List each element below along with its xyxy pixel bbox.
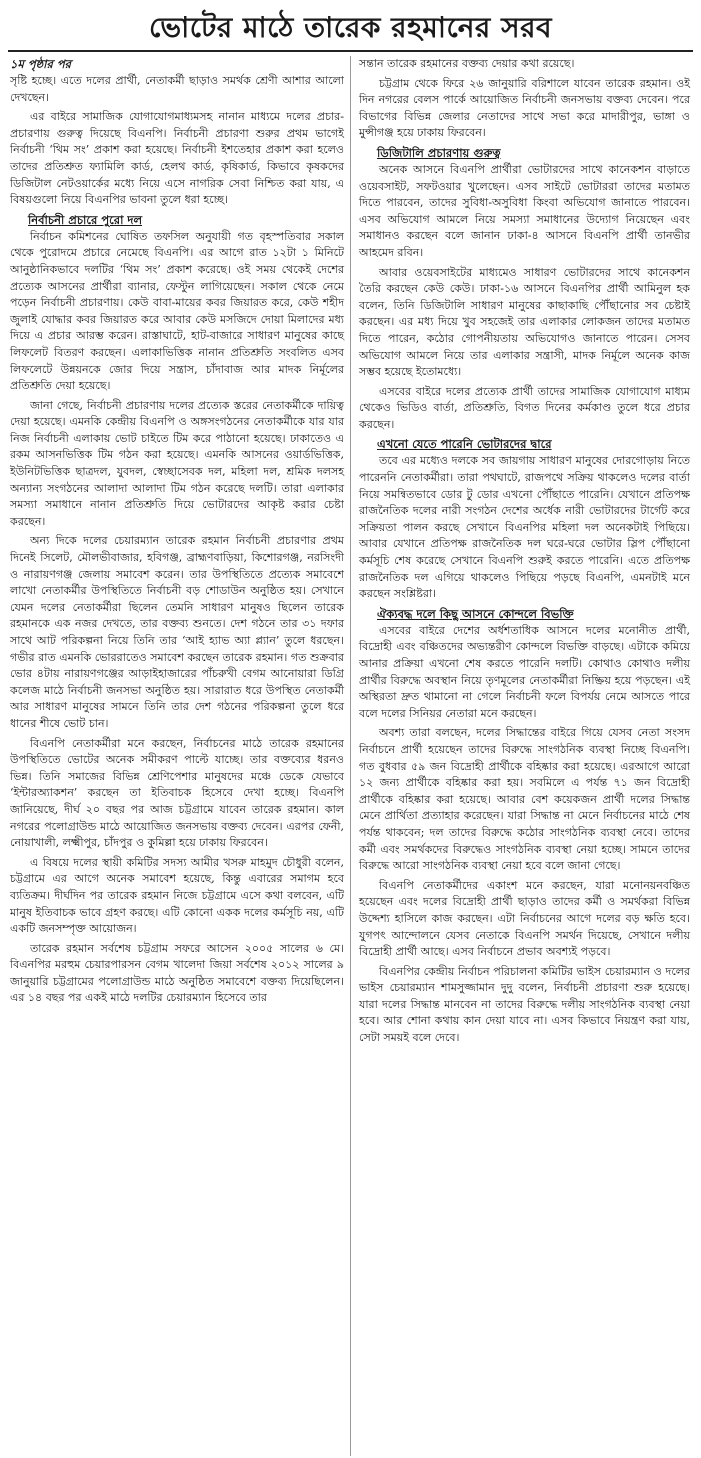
article-paragraph: সৃষ্টি হচ্ছে। এতে দলের প্রার্থী, নেতাকর্মী ছাড়াও সমর্থক শ্রেণী আশার আলো দেখছেন।	[10, 74, 344, 104]
article-paragraph: অন্য দিকে দলের চেয়ারম্যান তারেক রহমান নির্বাচনী প্রচারণার প্রথম দিনেই সিলেট, মৌলভীবাজার, হবিগঞ্জ, ব্রাহ্মণবাড়িয়া, কিশোরগঞ্জ, নরসিংদী ও নারায়ণগঞ্জ জেলায় সমাবেশ করেন। তার উপস্থিতিতে প্রত্যেক সমাবেশে লাখো নেতাকর্মীর উপস্থিতিতে নির্বাচনী বড় শোডাউন অনুষ্ঠিত হয়। সেখানে যেমন দলের নেতাকর্মীরা ছিলেন তেমনি সাধারণ মানুষও ছিলেন তারেক রহমানকে এক নজর দেখতে, তার বক্তব্য শুনতে। দেশ গঠনে তার ৩১ দফার সাথে আট পরিকল্পনা নিয়ে তিনি তার ‘আই হ্যাভ অ্যা প্ল্যান’ তুলে ধরছেন। গভীর রাত এমনকি ভোররাতেও সমাবেশ করছেন তারেক রহমান। গত শুক্রবার ভোর ৪টায় নারায়ণগঞ্জের আড়াইহাজারের পাঁচরুখী বেগম আনোয়ারা ডিগ্রি কলেজ মাঠে নির্বাচনী জনসভা অনুষ্ঠিত হয়। সারারাত ধরে উপস্থিত নেতাকর্মী আর সাধারণ মানুষের সামনে তিনি তার দেশ গঠনের পরিকল্পনা তুলে ধরে ধানের শীষে ভোট চান।	[10, 534, 344, 730]
section-subhead: এখনো যেতে পারেনি ভোটারদের দ্বারে	[377, 437, 552, 452]
article-paragraph: এসবের বাইরে দেশের অর্ধশতাধিক আসনে দলের মনোনীত প্রার্থী, বিদ্রোহী এবং বঞ্চিতদের অভ্যন্তরীণ কোন্দলে বিভক্তি বাড়ছে। এটাকে কমিয়ে আনার প্রক্রিয়া এখনো শেষ করতে পারেনি দলটি। কোথাও কোথাও দলীয় প্রার্থীর বিরুদ্ধে অবস্থান নিয়ে তৃণমূলের নেতাকর্মীরা নিষ্ক্রিয় হয়ে পড়ছেন। এই অস্থিরতা দ্রুত থামানো না গেলে নির্বাচনী ফলে বিপর্যয় নেমে আসতে পারে বলে দলের সিনিয়র নেতারা মনে করছেন।	[359, 623, 690, 720]
headline: ভোটের মাঠে তারেক রহমানের সরব	[148, 11, 553, 44]
section-subhead: নির্বাচনী প্রচারে পুরো দল	[28, 212, 143, 227]
column-left	[6, 56, 350, 1456]
article-paragraph: এ বিষয়ে দলের স্থায়ী কমিটির সদস্য আমীর খসরু মাহমুদ চৌধুরী বলেন, চট্টগ্রামে এর আগে অনেক সমাবেশ হয়েছে, কিন্তু এবারের সমাগম হবে ব্যতিক্রম। দীর্ঘদিন পর তারেক রহমান নিজে চট্টগ্রামে এসে কথা বলবেন, এটি মানুষ ইতিবাচক ভাবে গ্রহণ করছে। এটি কোনো একক দলের কর্মসূচি নয়, এটি একটি জনসম্পৃক্ত আয়োজন।	[10, 855, 344, 936]
article-paragraph: এসবের বাইরে দলের প্রত্যেক প্রার্থী তাদের সামাজিক যোগাযোগ মাধ্যম থেকেও ভিডিও বার্তা, প্রতিশ্রুতি, বিগত দিনের কর্মকাণ্ড তুলে ধরে প্রচার করছেন।	[359, 384, 690, 431]
article-paragraph: বিএনপি নেতাকর্মীদের একাংশ মনে করছেন, যারা মনোনয়নবঞ্চিত হয়েছেন এবং দলের বিদ্রোহী প্রার্থী ছাড়াও তাদের কর্মী ও সমর্থকরা বিভিন্ন উদ্দেশ্য হাসিলে কাজ করছেন। এটা নির্বাচনের আগে দলের বড় ক্ষতি হবে। যুগপৎ আন্দোলনে যেসব নেতাকে বিএনপি সমর্থন দিয়েছে, সেখানে দলীয় বিদ্রোহী প্রার্থী আছে। এসব নির্বাচনে প্রভাব অবশ্যই পড়বে।	[359, 878, 690, 959]
article-paragraph: এর বাইরে সামাজিক যোগাযোগমাধ্যমসহ নানান মাধ্যমে দলের প্রচার-প্রচারণায় গুরুত্ব দিয়েছে বিএনপি। নির্বাচনী প্রচারণা শুরুর প্রথম ভাগেই নির্বাচনী ‘থিম সং’ প্রকাশ করা হয়েছে। নির্বাচনী ইশতেহার প্রকাশ করা হলেও তাদের প্রতিশ্রুত ফ্যামিলি কার্ড, হেলথ কার্ড, কৃষিকার্ড, কিভাবে কৃষকদের ডিজিটাল নেটওয়ার্কের মধ্যে নিয়ে এসে নাগরিক সেবা নিশ্চিত করা যায়, এ বিষয়গুলো নিয়ে বিএনপির ভাবনা তুলে ধরা হচ্ছে।	[10, 110, 344, 207]
section-subhead: ঐক্যবদ্ধ দলে কিছু আসনে কোন্দলে বিভক্তি	[377, 606, 574, 621]
headline-bar	[8, 6, 693, 52]
article-columns	[6, 56, 695, 1456]
article-paragraph: তবে এর মধ্যেও দলকে সব জায়গায় সাধারণ মানুষের দোরগোড়ায় নিতে পারেননি নেতাকর্মীরা। তারা পথঘাটে, রাজপথে সক্রিয় থাকলেও দলের বার্তা নিয়ে সমন্বিতভাবে ডোর টু ডোর এখনো পৌঁছাতে পারেনি। যেখানে প্রতিপক্ষ রাজনৈতিক দলের নারী সংগঠন দেশের অর্ধেক নারী ভোটারদের টার্গেট করে সক্রিয়তা পালন করছে সেখানে বিএনপির মহিলা দল অনেকটাই পিছিয়ে। আবার যেখানে প্রতিপক্ষ রাজনৈতিক দল ঘরে-ঘরে ভোটার স্লিপ পৌঁছানো কর্মসূচি শেষ করেছে সেখানে বিএনপি শুরুই করতে পারেনি। এতে প্রতিপক্ষ রাজনৈতিক দল এগিয়ে থাকলেও পিছিয়ে পড়ছে বিএনপি, এমনটাই মনে করছেন সংশ্লিষ্টরা।	[359, 454, 690, 601]
article-paragraph: বিএনপির কেন্দ্রীয় নির্বাচন পরিচালনা কমিটির ভাইস চেয়ারম্যান ও দলের ভাইস চেয়ারম্যান শামসুজ্জামান দুদু বলেন, নির্বাচনী প্রচারণা শুরু হয়েছে। যারা দলের সিদ্ধান্ত মানবেন না তাদের বিরুদ্ধে দলীয় সাংগঠনিক ব্যবস্থা নেয়া হবে। আর শোনা কথায় কান দেয়া যাবে না। এসব কিভাবে নিয়ন্ত্রণ করা যায়, সেটা সময়ই বলে দেবে।	[359, 964, 690, 1045]
article-paragraph: বিএনপি নেতাকর্মীরা মনে করছেন, নির্বাচনের মাঠে তারেক রহমানের উপস্থিতিতে ভোটের অনেক সমীকরণ পাল্টে যাচ্ছে। তার বক্তব্যের ধরনও ভিন্ন। তিনি সমাজের বিভিন্ন শ্রেণিপেশার মানুষদের মঞ্চে ডেকে যেভাবে ‘ইন্টারঅ্যাকশন’ করছেন তা ইতিবাচক হিসেবে দেখা হচ্ছে। বিএনপি জানিয়েছে, দীর্ঘ ২০ বছর পর আজ চট্টগ্রামে যাবেন তারেক রহমান। কাল নগরের পলোগ্রাউন্ড মাঠে আয়োজিত জনসভায় বক্তব্য দেবেন। এরপর ফেনী, নোয়াখালী, লক্ষ্মীপুর, চাঁদপুর ও কুমিল্লা হয়ে ঢাকায় ফিরবেন।	[10, 736, 344, 850]
column-right	[350, 56, 694, 1456]
article-paragraph: জানা গেছে, নির্বাচনী প্রচারণায় দলের প্রত্যেক স্তরের নেতাকর্মীকে দায়িত্ব দেয়া হয়েছে। এমনকি কেন্দ্রীয় বিএনপি ও অঙ্গসংগঠনের নেতাকর্মীকে যার যার নিজ নির্বাচনী এলাকায় ভোট চাইতে টিম করে পাঠানো হয়েছে। ঢাকাতেও এ রকম আসনভিত্তিক টিম গঠন করা হয়েছে। এমনকি আসনের ওয়ার্ডভিত্তিক, ইউনিটভিত্তিক ছাত্রদল, যুবদল, স্বেচ্ছাসেবক দল, মহিলা দল, শ্রমিক দলসহ অন্যান্য সংগঠনের আলাদা আলাদা টিম গঠন করেছে দলটি। তারা এলাকার সমস্যা সমাধানে নানান প্রতিশ্রুতি দিয়ে ভোটারদের আকৃষ্ট করার চেষ্টা করছেন।	[10, 398, 344, 528]
article-paragraph: চট্টগ্রাম থেকে ফিরে ২৬ জানুয়ারি বরিশালে যাবেন তারেক রহমান। ওই দিন নগরের বেলস পার্কে আয়োজিত নির্বাচনী জনসভায় বক্তব্য দেবেন। পরে বিভাগের বিভিন্ন জেলার নেতাদের সাথে সভা করে মাদারীপুর, ভাঙ্গা ও মুন্সীগঞ্জ হয়ে ঢাকায় ফিরবেন।	[359, 76, 690, 140]
article-paragraph: নির্বাচন কমিশনের ঘোষিত তফসিল অনুযায়ী গত বৃহস্পতিবার সকাল থেকে পুরোদমে প্রচারে নেমেছে বিএনপি। এর আগে রাত ১২টা ১ মিনিটে আনুষ্ঠানিকভাবে দলটির ‘থিম সং’ প্রকাশ করেছে। ওই সময় থেকেই দেশের প্রত্যেক আসনের প্রার্থীরা ব্যানার, ফেস্টুন লাগিয়েছেন। সকাল থেকে নেমে পড়েন নির্বাচনী প্রচারণায়। কেউ বাবা-মায়ের কবর জিয়ারত করে, কেউ শহীদ জুলাই যোদ্ধার কবর জিয়ারত করে আবার কেউ মসজিদে দোয়া মিলাদের মধ্য দিয়ে এ প্রচার আরম্ভ করেন। রাস্তাঘাটে, হাট-বাজারে সাধারণ মানুষের কাছে লিফলেট বিতরণ করছেন। এলাকাভিত্তিক নানান প্রতিশ্রুতি সংবলিত এসব লিফলেটে উন্নয়নকে জোর দিয়ে সন্ত্রাস, চাঁদাবাজ আর মাদক নির্মূলের প্রতিশ্রুতি দেয়া হয়েছে।	[10, 229, 344, 393]
continued-label: ১ম পৃষ্ঠার পর	[10, 57, 71, 71]
article-paragraph: সন্তান তারেক রহমানের বক্তব্য দেয়ার কথা রয়েছে।	[359, 57, 575, 70]
section-subhead: ডিজিটালি প্রচারণায় গুরুত্ব	[377, 145, 501, 160]
article-paragraph: আবার ওয়েবসাইটের মাধ্যমেও সাধারণ ভোটারদের সাথে কানেকশন তৈরি করছেন কেউ কেউ। ঢাকা-১৬ আসনে বিএনপির প্রার্থী আমিনুল হক বলেন, তিনি ডিজিটালি সাধারণ মানুষের কাছাকাছি পৌঁছানোর সব চেষ্টাই করছেন। এর মধ্য দিয়ে খুব সহজেই তার এলাকার লোকজন তাদের মতামত দিতে পারেন, কঠোর গোপনীয়তায় অভিযোগও জানাতে পারেন। সেসব অভিযোগ আমলে নিয়ে তার এলাকার সন্ত্রাসী, মাদক নির্মূলে অনেক কাজ সম্ভব হয়েছে ইতোমধ্যে।	[359, 265, 690, 379]
article-paragraph: তারেক রহমান সর্বশেষ চট্টগ্রাম সফরে আসেন ২০০৫ সালের ৬ মে। বিএনপির মরহুম চেয়ারপারসন বেগম খালেদা জিয়া সর্বশেষ ২০১২ সালের ৯ জানুয়ারি চট্টগ্রামের পলোগ্রাউন্ড মাঠে অনুষ্ঠিত সমাবেশে বক্তব্য দিয়েছিলেন। এর ১৪ বছর পর একই মাঠে দলটির চেয়ারম্যান হিসেবে তার	[10, 941, 344, 1005]
article-paragraph: অবশ্য তারা বলছেন, দলের সিদ্ধান্তের বাইরে গিয়ে যেসব নেতা সংসদ নির্বাচনে প্রার্থী হয়েছেন তাদের বিরুদ্ধে সাংগঠনিক ব্যবস্থা নিচ্ছে বিএনপি। গত বুধবার ৫৯ জন বিদ্রোহী প্রার্থীকে বহিষ্কার করা হয়েছে। এরআগে আরো ১২ জন্য প্রার্থীকে বহিষ্কার করা হয়। সবমিলে এ পর্যন্ত ৭১ জন বিদ্রোহী প্রার্থীকে বহিষ্কার করা হয়েছে। আবার বেশ কয়েকজন প্রার্থী দলের সিদ্ধান্ত মেনে প্রার্থিতা প্রত্যাহার করেছেন। যারা সিদ্ধান্ত না মেনে নির্বাচনের মাঠে শেষ পর্যন্ত থাকবেন; দল তাদের বিরুদ্ধে কঠোর সাংগঠনিক ব্যবস্থা নেবে। তাদের কর্মী এবং সমর্থকদের বিরুদ্ধেও সাংগঠনিক ব্যবস্থা নেয়া হচ্ছে। সামনে তাদের বিরুদ্ধে আরো সাংগঠনিক ব্যবস্থা নেয়া হবে বলে জানা গেছে।	[359, 726, 690, 873]
article-paragraph: অনেক আসনে বিএনপি প্রার্থীরা ভোটারদের সাথে কানেকশন বাড়াতে ওয়েবসাইট, সফটওয়ার খুলেছেন। এসব সাইটে ভোটাররা তাদের মতামত দিতে পারবেন, তাদের সুবিধা-অসুবিধা কিংবা অভিযোগ জানাতে পারবেন। এসব অভিযোগ আমলে নিয়ে সমস্যা সমাধানের উদ্যোগ নিয়েছেন এবং সমাধানও করছেন বলে জানান ঢাকা-৪ আসনে বিএনপি প্রার্থী তানভীর আহমেদ রবিন।	[359, 162, 690, 259]
